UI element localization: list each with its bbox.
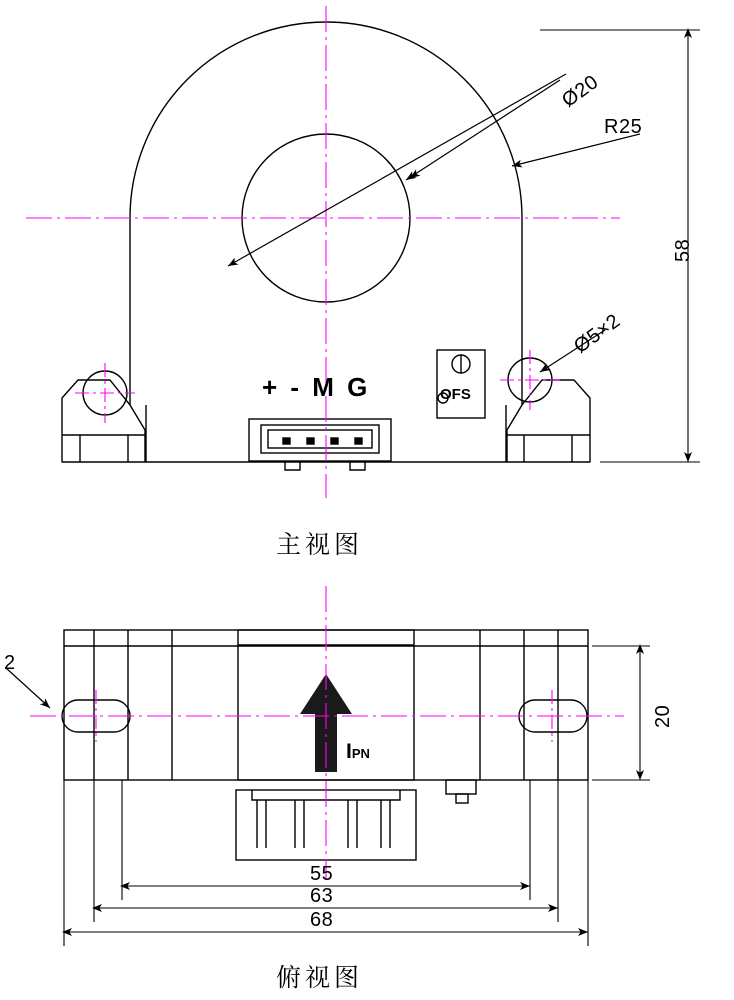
front-view-centerlines	[26, 6, 620, 498]
front-view-leaders	[228, 74, 643, 372]
dimension-outer-radius: R25	[604, 116, 643, 138]
dimension-aperture-diameter: Ø20	[558, 70, 603, 112]
dimension-mounting-hole: Ø5×2	[570, 309, 625, 358]
dimension-height: 58	[672, 238, 694, 262]
current-direction-subscript: PN	[351, 746, 370, 761]
terminal-pin-labels: + - M G	[262, 372, 371, 402]
dimension-body-width: 63	[310, 885, 334, 907]
top-view-depth-dimension	[592, 646, 650, 780]
dimension-slot-width: 2	[4, 652, 16, 674]
front-view-offset-trimmer	[437, 350, 485, 418]
front-view-title: 主视图	[276, 530, 364, 559]
dimension-overall-width: 68	[310, 909, 334, 931]
dimension-depth: 20	[652, 704, 674, 728]
dimension-pcb-width: 55	[310, 863, 334, 885]
top-view-title: 俯视图	[276, 963, 364, 992]
offset-trimmer-label: OFS	[440, 386, 471, 403]
current-direction-symbol: I	[346, 740, 352, 763]
current-direction-label	[346, 740, 370, 764]
